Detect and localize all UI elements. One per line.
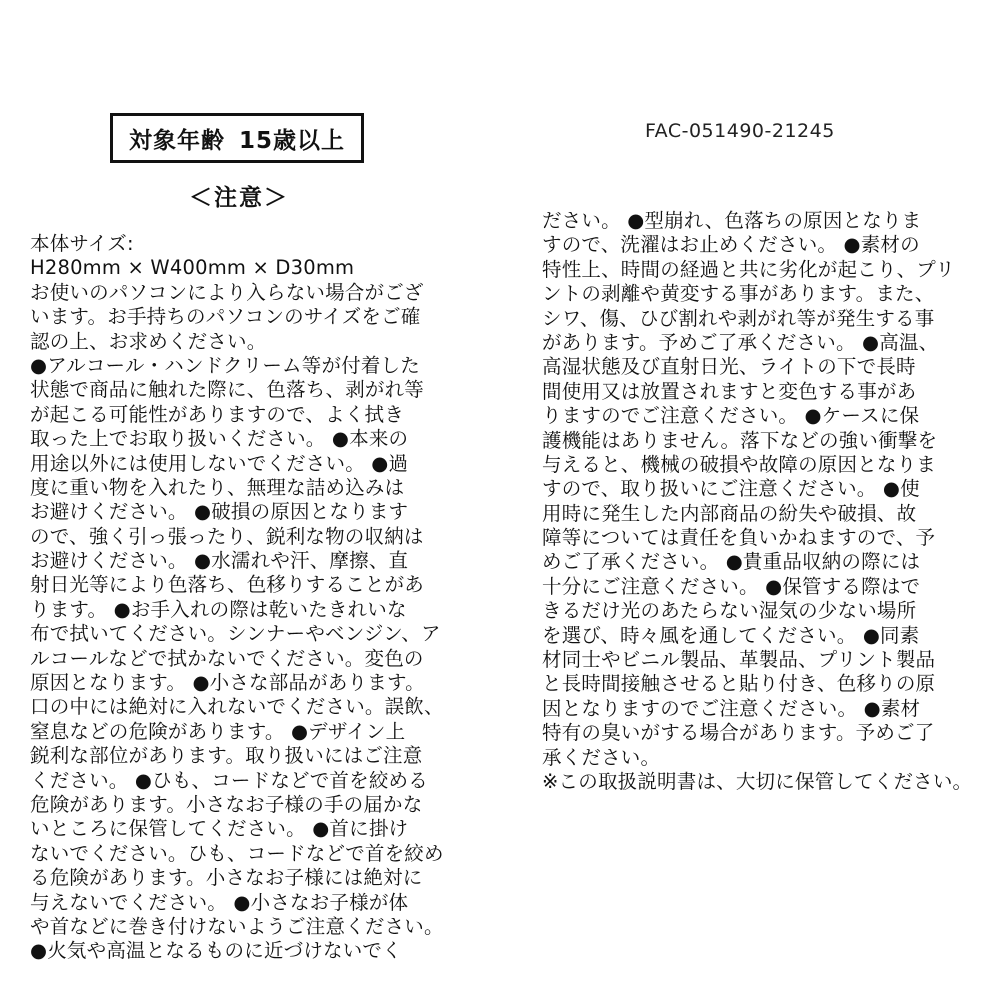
caution-text-line: ので、強く引っ張ったり、鋭利な物の収納は [30,524,424,548]
caution-text-line: 危険があります。小さなお子様の手の届かな [30,792,423,816]
caution-text-line: が起こる可能性がありますので、よく拭き [30,402,404,426]
caution-text-line: ントの剥離や黄変する事があります。また、 [542,282,935,306]
age-label: 対象年齢 [128,127,225,154]
product-code: FAC-051490-21245 [645,120,835,142]
caution-text-line: ないでください。ひも、コードなどで首を絞め [30,841,444,865]
caution-text-line: 取った上でお取り扱いください。 ●本来の [30,427,409,451]
caution-text-line: 障等については責任を負いかねますので、予 [542,526,936,550]
caution-text-right-column [542,209,982,794]
caution-text-line: すので、取り扱いにご注意ください。 ●使 [542,477,920,501]
caution-text-line: 原因となります。 ●小さな部品があります。 [30,671,425,695]
caution-text-line: ルコールなどで拭かないでください。変色の [30,646,424,670]
caution-text-line: すので、洗濯はお止めください。 ●素材の [542,233,920,257]
caution-text-line: 状態で商品に触れた際に、色落ち、剥がれ等 [30,378,425,402]
caution-text-line: お使いのパソコンにより入らない場合がござ [30,280,424,304]
caution-text-line: ※この取扱説明書は、大切に保管してください。 [542,769,973,793]
caution-text-line: お避けください。 ●水濡れや汗、摩擦、直 [30,549,409,573]
caution-text-line: 特性上、時間の経過と共に劣化が起こり、プリ [542,257,955,281]
caution-text-line: 与えると、機械の破損や故障の原因となりま [542,452,937,476]
caution-text-line: シワ、傷、ひび割れや剥がれ等が発生する事 [542,306,935,330]
age-value: 15歳以上 [238,127,345,154]
caution-text-line: 特有の臭いがする場合があります。予めご了 [542,721,935,745]
caution-text-line: る危険があります。小さなお子様には絶対に [30,866,423,890]
caution-text-line: 窒息などの危険があります。 ●デザイン上 [30,719,406,743]
caution-text-line: 布で拭いてください。シンナーやベンジン、ア [30,622,441,646]
caution-text-line: ださい。 ●型崩れ、色落ちの原因となりま [542,209,922,232]
caution-text-line: 用時に発生した内部商品の紛失や破損、故 [542,501,917,525]
caution-text-line: 護機能はありません。落下などの強い衝撃を [542,428,938,452]
caution-text-line: を選び、時々風を通してください。 ●同素 [542,623,920,647]
caution-text-line: があります。予めご了承ください。 ●高温、 [542,330,939,354]
caution-text-line: 口の中には絶対に入れないでください。誤飲、 [30,695,444,719]
caution-text-line: ●アルコール・ハンドクリーム等が付着した [30,353,420,377]
caution-heading: ＜注意＞ [189,185,289,211]
age-rating-box [110,113,364,163]
caution-text-line: りますのでご注意ください。 ●ケースに保 [542,404,920,428]
caution-text-line: 材同士やビニル製品、革製品、プリント製品 [542,648,936,672]
caution-text-line: 本体サイズ: [30,232,134,255]
caution-text-line: きるだけ光のあたらない湿気の少ない場所 [542,599,917,623]
caution-text-line: 鋭利な部位があります。取り扱いにはご注意 [30,744,423,768]
caution-text-line: 因となりますのでご注意ください。 ●素材 [542,696,921,720]
caution-text-line: めご了承ください。 ●貴重品収納の際には [542,550,921,574]
caution-text-line: 射日光等により色落ち、色移りすることがあ [30,573,425,597]
caution-text-line: 用途以外には使用しないでください。 ●過 [30,451,409,475]
caution-text-line: 承ください。 [542,745,661,769]
caution-text-line: H280mm × W400mm × D30mm [30,256,355,280]
caution-text-line: ●火気や高温となるものに近づけないでく [30,939,402,963]
caution-text-line: 認の上、お求めください。 [30,329,267,353]
caution-text-line: お避けください。 ●破損の原因となります [30,500,409,524]
caution-text-line: 度に重い物を入れたり、無理な詰め込みは [30,475,405,499]
caution-text-line: や首などに巻き付けないようご注意ください。 [30,914,444,938]
caution-text-line: 十分にご注意ください。 ●保管する際はで [542,574,921,598]
caution-text-line: と長時間接触させると貼り付き、色移りの原 [542,672,936,696]
caution-text-line: 高湿状態及び直射日光、ライトの下で長時 [542,355,916,379]
caution-text-left-column [30,232,470,964]
caution-text-line: 間使用又は放置されますと変色する事があ [542,379,917,403]
caution-text-line: いところに保管してください。 ●首に掛け [30,817,409,841]
caution-text-line: ります。 ●お手入れの際は乾いたきれいな [30,597,407,621]
caution-text-line: ください。 ●ひも、コードなどで首を絞める [30,768,428,792]
caution-text-line: います。お手持ちのパソコンのサイズをご確 [30,305,421,329]
caution-text-line: 与えないでください。 ●小さなお子様が体 [30,890,409,914]
